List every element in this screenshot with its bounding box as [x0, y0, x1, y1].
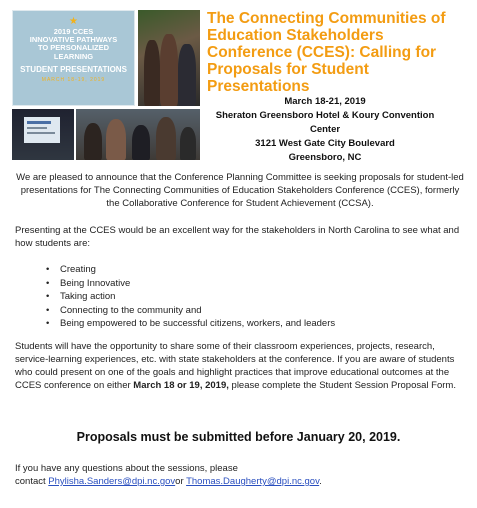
header-photo-collage [12, 10, 200, 160]
list-item: • Creating [46, 264, 96, 275]
page-title: The Connecting Communities of Education Stakeholders Conference (CCES): Calling for Proposals for Student Presentations [207, 10, 446, 95]
bullet-icon: • [46, 264, 50, 275]
cces-poster-image [12, 10, 135, 106]
event-dates: March 18-21, 2019 [284, 96, 366, 107]
poster-line: TO PERSONALIZED [37, 43, 110, 52]
poster-line: MARCH 18-19, 2019 [41, 77, 106, 83]
list-item: • Being empowered to be successful citizens, workers, and leaders [46, 318, 336, 329]
star-icon: ★ [69, 16, 78, 27]
poster-line: 2019 CCES [53, 27, 94, 36]
questions-paragraph: If you have any questions about the sessions, please contact Phylisha.Sanders@dpi.nc.govor Thomas.Daugherty@dpi.nc.gov. [15, 463, 322, 487]
event-address: 3121 West Gate City Boulevard [255, 138, 395, 149]
goals-list [46, 263, 335, 331]
event-city: Greensboro, NC [288, 152, 362, 163]
session-dates: March 18 or 19, 2019, [133, 380, 229, 391]
event-details [207, 95, 443, 165]
bullet-icon: • [46, 291, 50, 302]
bullet-icon: • [46, 318, 50, 329]
deadline-notice: Proposals must be submitted before January 20, 2019. [76, 430, 401, 444]
event-venue: Sheraton Greensboro Hotel & Koury Convention Center [215, 110, 435, 135]
bullet-icon: • [46, 277, 50, 289]
list-item: • Being Innovative [46, 277, 131, 289]
photo-presentation-screen [12, 109, 74, 160]
email-link-thomas[interactable]: Thomas.Daugherty@dpi.nc.gov [186, 476, 320, 487]
poster-line: LEARNING [53, 52, 94, 61]
list-item: • Taking action [46, 291, 116, 302]
poster-line: STUDENT PRESENTATIONS [20, 65, 127, 74]
list-item: • Connecting to the community and [46, 304, 202, 316]
poster-line: INNOVATIVE PATHWAYS [29, 35, 118, 44]
photo-students-group [138, 10, 200, 106]
bullet-icon: • [46, 304, 50, 316]
presenting-paragraph: Presenting at the CCES would be an excellent way for the stakeholders in North Carolina to see what and how students are: [15, 225, 460, 249]
intro-paragraph: We are pleased to announce that the Conference Planning Committee is seeking proposals for student-led presentations for The Connecting Communities of Education Stakeholders Conference (CCES), formerly the Collaborative Conference for Student Achievement (CCSA). [16, 172, 464, 209]
students-paragraph: Students will have the opportunity to share some of their classroom experiences, projects, research, service-learning experiences, etc. with state stakeholders at the conference. If you are aware of students who could present on one of the goals and highlight practices that improve educational outcomes at the CCES conference on either March 18 or 19, 2019, please complete the Student Session Proposal Form. [15, 341, 456, 391]
email-link-phylisha[interactable]: Phylisha.Sanders@dpi.nc.gov [48, 476, 176, 487]
photo-audience [76, 109, 200, 160]
